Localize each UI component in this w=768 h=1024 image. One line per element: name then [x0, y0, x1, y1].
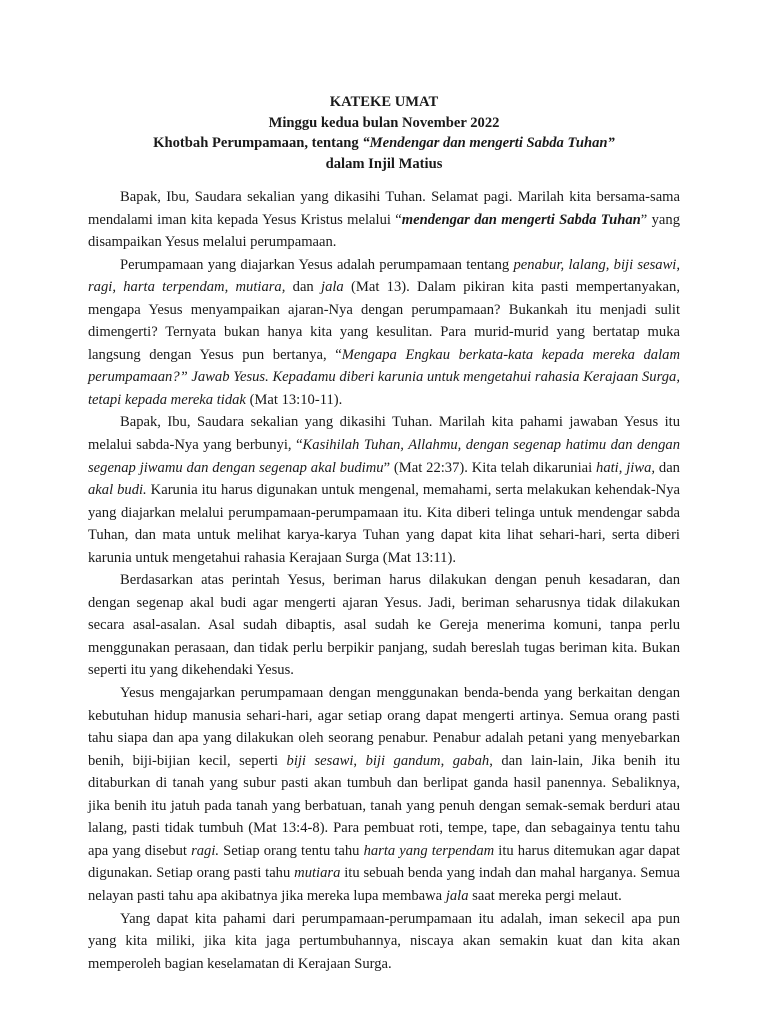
emphasized-text: penabur, lalang, biji sesawi, ragi, harta terpendam, mutiara,	[88, 256, 681, 296]
sermon-topic-line	[88, 133, 680, 154]
emphasized-text: akal budi.	[88, 482, 147, 499]
emphasized-text: Kasihilah Tuhan, Allahmu, dengan segenap hatimu dan dengan segenap jiwamu dan dengan segenap akal budimu	[88, 437, 680, 476]
paragraph-3: Bapak, Ibu, Saudara sekalian yang dikasihi Tuhan. Marilah kita pahami jawaban Yesus itu melalui sabda-Nya yang berbunyi, “Kasihilah Tuhan, Allahmu, dengan segenap hatimu dan dengan segenap jiwamu dan dengan segenap akal budimu” (Mat 22:37). Kita telah dikaruniai hati, jiwa, dan akal budi. Karunia itu harus digunakan untuk mengenal, memahami, serta melakukan kehendak-Nya yang diajarkan melalui perumpamaan-perumpamaan itu. Kita diberi telinga untuk mendengar sabda Tuhan, dan mata untuk melihat karya-karya Tuhan yang dapat kita lihat sehari-hari, serta diberi karunia untuk mengetahui rahasia Kerajaan Surga (Mat 13:11).	[88, 414, 680, 566]
document-page	[88, 92, 680, 975]
document-heading	[88, 92, 680, 174]
emphasized-text: harta yang terpendam	[363, 842, 495, 859]
emphasized-text: jala	[321, 279, 344, 296]
emphasized-text: biji gandum	[365, 752, 441, 769]
paragraph-5: Yesus mengajarkan perumpamaan dengan menggunakan benda-benda yang berkaitan dengan kebutuhan hidup manusia sehari-hari, agar setiap orang dapat mengerti artinya. Semua orang pasti tahu siapa dan apa yang dilakukan oleh seorang penabur. Penabur adalah petani yang menyebarkan benih, biji-bijian kecil, seperti biji sesawi, biji gandum, gabah, dan lain-lain, Jika benih itu ditaburkan di tanah yang subur pasti akan tumbuh dan berlipat ganda hasil panennya. Sebaliknya, jika benih itu jatuh pada tanah yang berbatuan, tanah yang penuh dengan semak-semak berduri atau lalang, pasti tidak tumbuh (Mat 13:4-8). Para pembuat roti, tempe, tape, dan sebagainya tentu tahu apa yang disebut ragi. Setiap orang tentu tahu harta yang terpendam itu harus ditemukan agar dapat digunakan. Setiap orang pasti tahu mutiara itu sebuah benda yang indah dan mahal harganya. Semua nelayan pasti tahu apa akibatnya jika mereka lupa membawa jala saat mereka pergi melaut.	[88, 685, 681, 904]
sermon-theme: “Mendengar dan mengerti Sabda Tuhan”	[362, 135, 615, 151]
document-source: dalam Injil Matius	[325, 155, 443, 172]
paragraph-1: Bapak, Ibu, Saudara sekalian yang dikasihi Tuhan. Selamat pagi. Marilah kita bersama-sama mendalami iman kita kepada Yesus Kristus melalui “mendengar dan mengerti Sabda Tuhan” yang disampaikan Yesus melalui perumpamaan.	[88, 189, 680, 251]
emphasized-text: ragi.	[191, 842, 220, 859]
document-subtitle: Minggu kedua bulan November 2022	[268, 114, 500, 131]
paragraph-2: Perumpamaan yang diajarkan Yesus adalah perumpamaan tentang penabur, lalang, biji sesawi, ragi, harta terpendam, mutiara, dan jala (Mat 13). Dalam pikiran kita pasti mempertanyakan, mengapa Yesus menyampaikan ajaran-Nya dengan perumpamaan? Bukankah itu menjadi sulit dimengerti? Ternyata bukan hanya kita yang kesulitan. Para murid-murid yang bertatap muka langsung dengan Yesus pun bertanya, “Mengapa Engkau berkata-kata kepada mereka dalam perumpamaan?” Jawab Yesus. Kepadamu diberi karunia untuk mengetahui rahasia Kerajaan Surga, tetapi kepada mereka tidak (Mat 13:10-11).	[88, 256, 681, 408]
emphasized-text: gabah	[452, 752, 490, 769]
paragraph-4: Berdasarkan atas perintah Yesus, beriman harus dilakukan dengan penuh kesadaran, dan dengan segenap akal budi agar mengerti ajaran Yesus. Jadi, beriman seharusnya tidak dilakukan secara asal-asalan. Asal sudah dibaptis, asal sudah ke Gereja menerima komuni, tanpa perlu menggunakan perasaan, dan tidak perlu berpikir panjang, sudah bereslah tugas beriman kita. Bukan seperti itu yang dikehendaki Yesus.	[88, 572, 680, 679]
paragraph-6: Yang dapat kita pahami dari perumpamaan-perumpamaan itu adalah, iman sekecil apa pun yang kita miliki, jika kita jaga pertumbuhannya, niscaya akan semakin kuat dan kita akan memperoleh bagian keselamatan di Kerajaan Surga.	[88, 910, 680, 972]
emphasized-text: biji sesawi	[286, 752, 354, 769]
emphasized-text: hati, jiwa,	[596, 459, 656, 476]
emphasized-text	[402, 212, 641, 228]
emphasized-text: Mengapa Engkau berkata-kata kepada mereka dalam perumpamaan?” Jawab Yesus. Kepadamu diberi karunia untuk mengetahui rahasia Kerajaan Surga, tetapi kepada mereka tidak	[88, 346, 680, 408]
sermon-prefix: Khotbah Perumpamaan, tentang	[153, 135, 363, 151]
emphasized-text: jala	[445, 887, 469, 904]
emphasized-text: mendengar dan mengerti Sabda Tuhan	[401, 211, 641, 228]
document-body	[88, 186, 680, 975]
document-title: KATEKE UMAT	[329, 94, 439, 110]
emphasized-text: mutiara	[294, 865, 341, 882]
